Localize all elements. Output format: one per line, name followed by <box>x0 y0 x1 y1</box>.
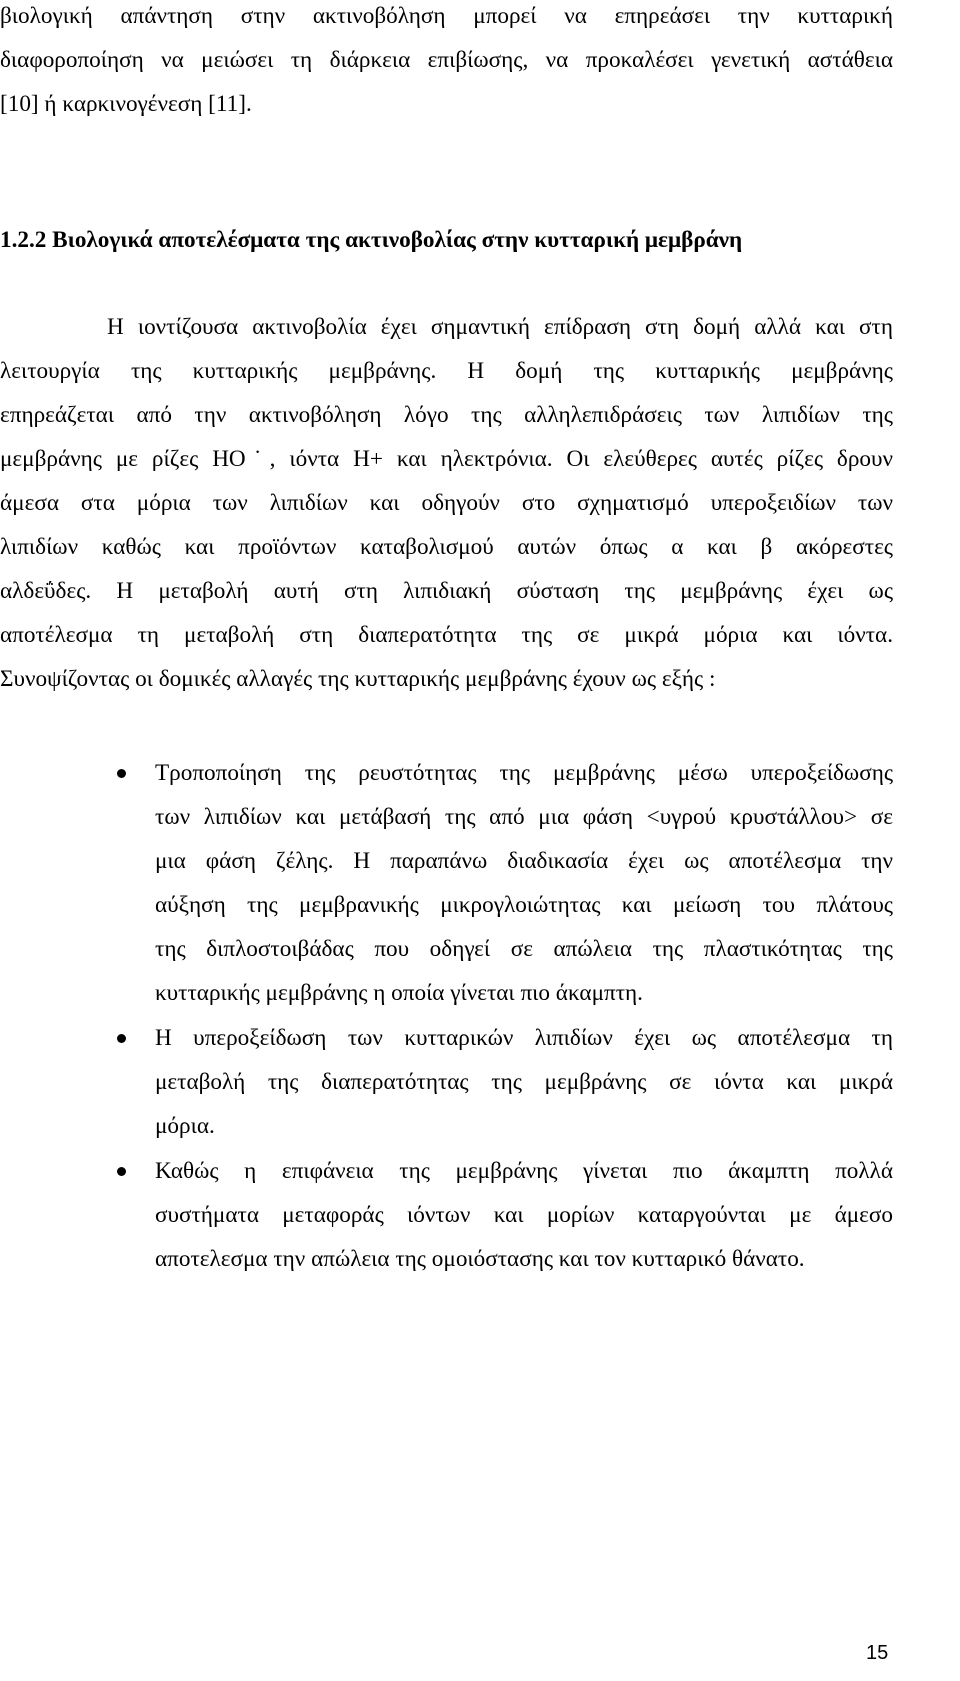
paragraph-line: λειτουργία της κυτταρικής μεμβράνης. Η δομή της κυτταρικής μεμβράνης <box>0 358 893 384</box>
bullet-line: κυτταρικής μεμβράνης η οποία γίνεται πιο άκαμπτη. <box>155 980 643 1006</box>
bullet-line: των λιπιδίων και μετάβασή της από μια φάση <υγρού κρυστάλλου> σε <box>155 804 893 830</box>
paragraph-line: επηρεάζεται από την ακτινοβόληση λόγο της αλληλεπιδράσεις των λιπιδίων της <box>0 402 893 428</box>
bullet-dot-icon <box>117 769 126 778</box>
paragraph-line: λιπιδίων καθώς και προϊόντων καταβολισμού αυτών όπως α και β ακόρεστες <box>0 534 893 560</box>
bullet-line: αποτελεσμα την απώλεια της ομοιόστασης και τον κυτταρικό θάνατο. <box>155 1246 805 1272</box>
bullet-line: μια φάση ζέλης. Η παραπάνω διαδικασία έχει ως αποτέλεσμα την <box>155 848 893 874</box>
bullet-line: Καθώς η επιφάνεια της μεμβράνης γίνεται πιο άκαμπτη πολλά <box>155 1158 893 1184</box>
paragraph-line: μεμβράνης με ρίζες HO˙, ιόντα H+ και ηλεκτρόνια. Οι ελεύθερες αυτές ρίζες δρουν <box>0 446 893 472</box>
bullet-line: μεταβολή της διαπερατότητας της μεμβράνης σε ιόντα και μικρά <box>155 1069 893 1095</box>
page-number: 15 <box>866 1642 889 1664</box>
bullet-dot-icon <box>117 1034 126 1043</box>
bullet-line: Τροποποίηση της ρευστότητας της μεμβράνης μέσω υπεροξείδωσης <box>155 760 893 786</box>
bullet-dot-icon <box>117 1167 126 1176</box>
paragraph-line: Η ιοντίζουσα ακτινοβολία έχει σημαντική επίδραση στη δομή αλλά και στη <box>107 314 893 340</box>
section-heading: 1.2.2 Βιολογικά αποτελέσματα της ακτινοβολίας στην κυτταρική μεμβράνη <box>0 227 743 253</box>
paragraph-line: αποτέλεσμα τη μεταβολή στη διαπερατότητα της σε μικρά μόρια και ιόντα. <box>0 622 893 648</box>
paragraph-line: άμεσα στα μόρια των λιπιδίων και οδηγούν στο σχηματισμό υπεροξειδίων των <box>0 490 893 516</box>
paragraph-line: αλδεΰδες. Η μεταβολή αυτή στη λιπιδιακή σύσταση της μεμβράνης έχει ως <box>0 578 893 604</box>
intro-line: [10] ή καρκινογένεση [11]. <box>0 91 252 117</box>
bullet-line: συστήματα μεταφοράς ιόντων και μορίων καταργούνται με άμεσο <box>155 1202 893 1228</box>
bullet-line: μόρια. <box>155 1113 215 1139</box>
bullet-line: αύξηση της μεμβρανικής μικρογλοιώτητας και μείωση του πλάτους <box>155 892 893 918</box>
paragraph-line: Συνοψίζοντας οι δομικές αλλαγές της κυτταρικής μεμβράνης έχουν ως εξής : <box>0 666 716 692</box>
intro-line: βιολογική απάντηση στην ακτινοβόληση μπορεί να επηρεάσει την κυτταρική <box>0 3 893 29</box>
bullet-line: Η υπεροξείδωση των κυτταρικών λιπιδίων έχει ως αποτέλεσμα τη <box>155 1025 893 1051</box>
bullet-line: της διπλοστοιβάδας που οδηγεί σε απώλεια της πλαστικότητας της <box>155 936 893 962</box>
intro-line: διαφοροποίηση να μειώσει τη διάρκεια επιβίωσης, να προκαλέσει γενετική αστάθεια <box>0 47 893 73</box>
